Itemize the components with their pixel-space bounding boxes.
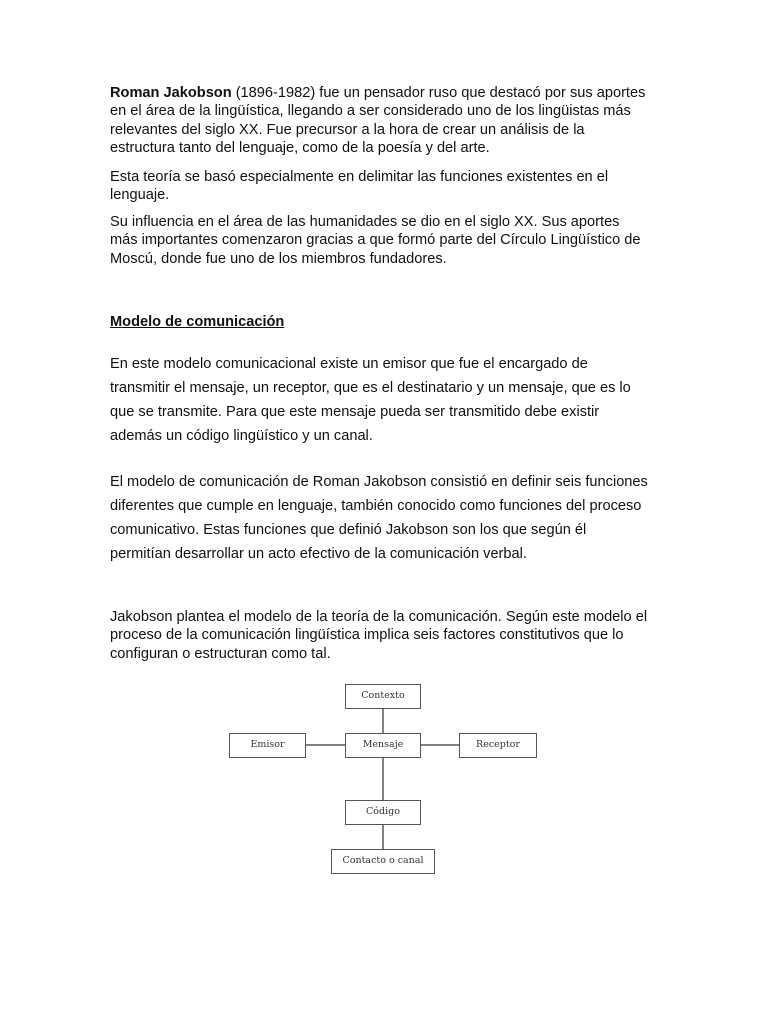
author-name: Roman Jakobson	[110, 85, 232, 101]
box-codigo: Código	[345, 800, 421, 825]
intro-paragraph-2: Esta teoría se basó especialmente en delimitar las funciones existentes en el lenguaje.	[110, 169, 609, 204]
intro-paragraph-3: Su influencia en el área de las humanidades se dio en el siglo XX. Sus aportes más importantes comenzaron gracias a que formó parte del Círculo Lingüístico de Moscú, donde fue uno de los miembros fundadores.	[110, 214, 641, 267]
section-paragraph-3: Jakobson plantea el modelo de la teoría de la comunicación. Según este modelo el proceso de la comunicación lingüística implica seis factores constitutivos que lo configuran o estructuran como tal.	[110, 609, 648, 662]
box-contexto: Contexto	[345, 684, 421, 709]
box-contacto-canal: Contacto o canal	[331, 849, 435, 874]
box-emisor: Emisor	[229, 733, 306, 758]
intro-paragraph-1	[110, 84, 650, 157]
section-paragraph-2: El modelo de comunicación de Roman Jakobson consistió en definir seis funciones diferentes que cumple en lenguaje, también conocido como funciones del proceso comunicativo. Estas funciones que definió Jakobson son los que según él permitían desarrollar un acto efectivo de la comunicación verbal.	[110, 474, 648, 562]
section-heading: Modelo de comunicación	[110, 314, 285, 330]
box-receptor: Receptor	[459, 733, 537, 758]
box-mensaje: Mensaje	[345, 733, 421, 758]
section-paragraph-1: En este modelo comunicacional existe un emisor que fue el encargado de transmitir el mensaje, un receptor, que es el destinatario y un mensaje, que es lo que se transmite. Para que este mensaje pueda ser transmitido debe existir además un código lingüístico y un canal.	[110, 356, 631, 444]
intro-paragraph-1-text: (1896-1982) fue un pensador ruso que destacó por sus aportes en el área de la lingüística, llegando a ser considerado uno de los lingüistas más relevantes del siglo XX. Fue precursor a la hora de crear un análisis de la estructura tanto del lenguaje, como de la poesía y del arte.	[110, 85, 646, 156]
